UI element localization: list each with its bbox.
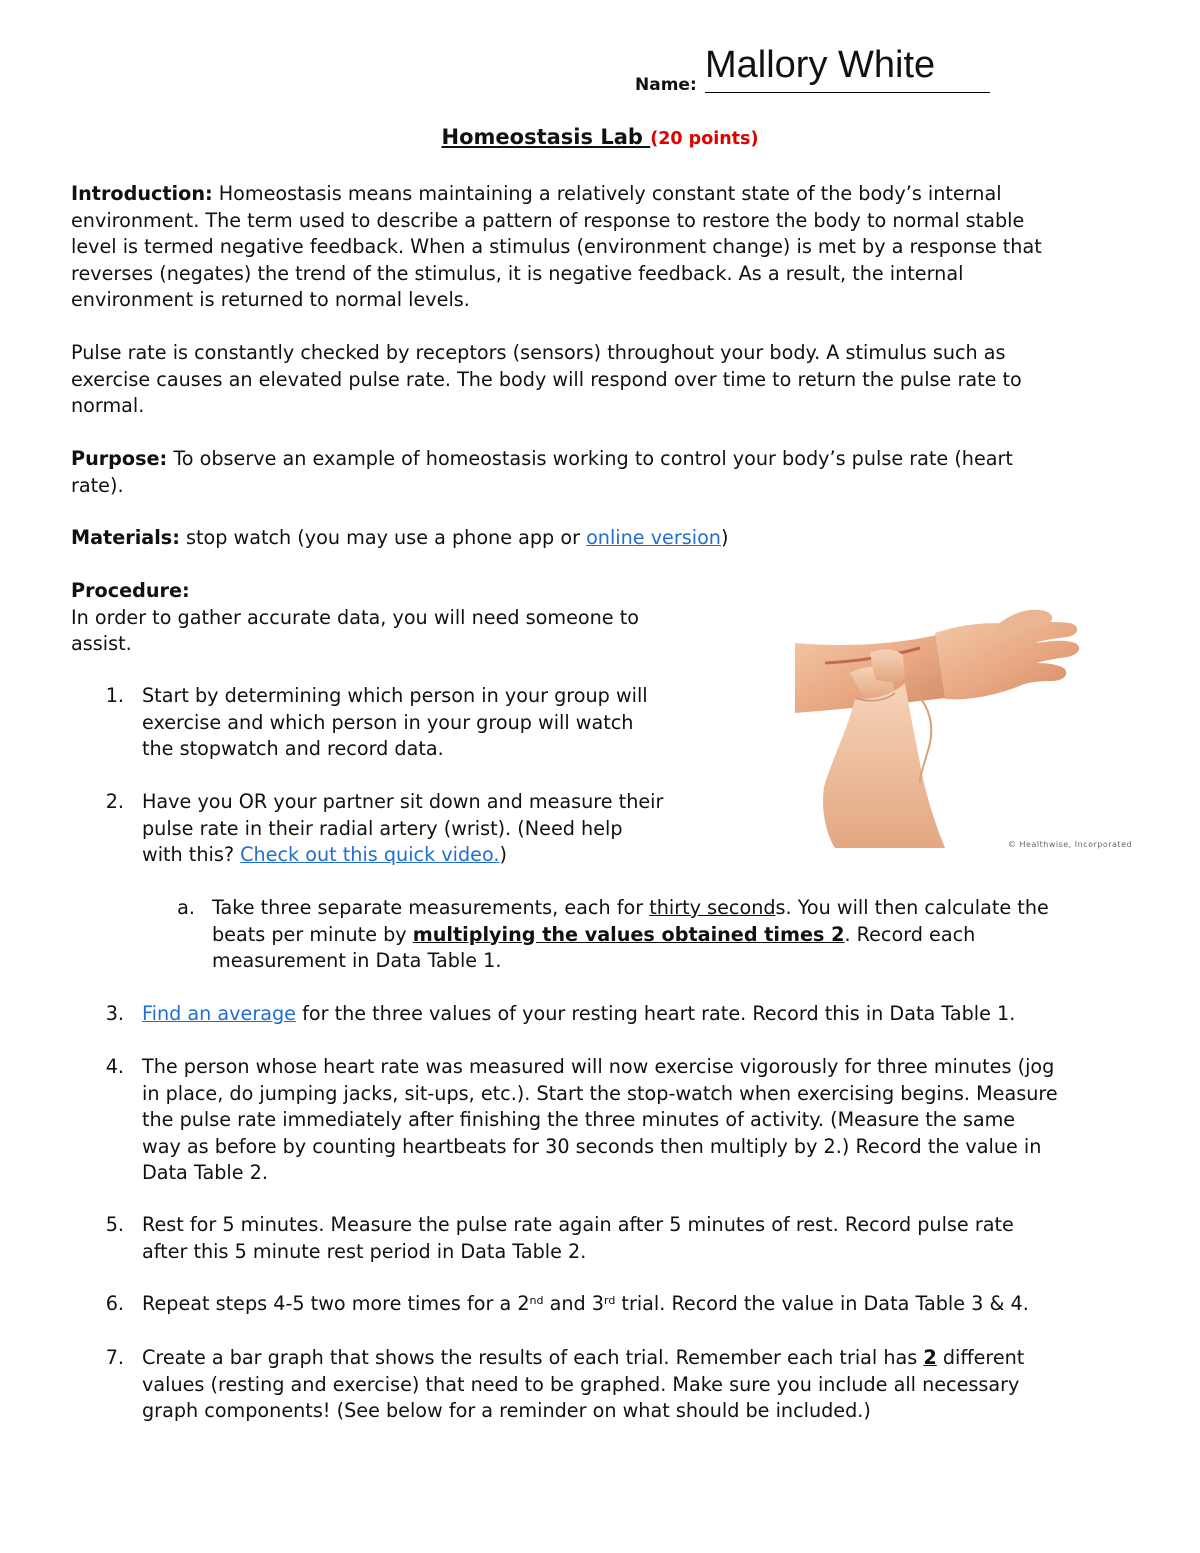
image-credit: © Healthwise, Incorporated [1008,840,1133,849]
step-2-line-3: with this? [142,843,241,866]
procedure-intro-1: In order to gather accurate data, you will need someone to [71,605,639,629]
step-2a-line-1: Take three separate measurements, each for [212,896,650,919]
step-7-line-2: values (resting and exercise) that need to be graphed. Make sure you include all necessary [142,1372,1020,1396]
step-7-number: 7. [105,1346,124,1369]
procedure-label: Procedure: [71,579,190,602]
step-7-line-1: Create a bar graph that shows the results of each trial. Remember each trial has [142,1346,924,1369]
step-1-number: 1. [105,684,124,707]
step-4-line-4: way as before by counting heartbeats for 30 seconds then multiply by 2.) Record the value in [142,1134,1042,1158]
quick-video-link[interactable]: Check out this quick video. [240,843,500,866]
step-7-emphasis: 2 [923,1346,937,1369]
intro-line-2: environment. The term used to describe a pattern of response to restore the body to normal stable [71,208,1025,232]
intro-line-3: level is termed negative feedback. When a stimulus (environment change) is met by a response that [71,235,1042,258]
step-7-line-1-end: different [936,1346,1025,1369]
materials-text-end: ) [720,526,729,549]
introduction-label: Introduction: [71,182,213,205]
name-value: Mallory White [705,44,936,86]
step-2a-line-3: measurement in Data Table 1. [212,949,502,972]
step-2a-line-1-end: s. You will then calculate the [775,896,1049,919]
step-4-line-3: the pulse rate immediately after finishing the three minutes of activity. (Measure the same [142,1108,1016,1131]
purpose-line-1: To observe an example of homeostasis working to control your body’s pulse rate (heart [167,447,1013,470]
intro-line-1: Homeostasis means maintaining a relatively constant state of the body’s internal [212,182,1002,205]
name-label: Name: [635,75,697,95]
step-4-line-2: in place, do jumping jacks, sit-ups, etc.). Start the stop-watch when exercising begins. Measure [142,1081,1058,1105]
step-5-line-1: Rest for 5 minutes. Measure the pulse rate again after 5 minutes of rest. Record pulse rate [142,1213,1014,1236]
pulse-paragraph [71,340,1151,420]
name-field [635,40,995,100]
step-2-number: 2. [105,790,124,813]
step-1-line-1: Start by determining which person in your group will [142,684,648,707]
step-6-sup-rd: rd [604,1294,616,1307]
step-2a-line-2: beats per minute by [212,922,413,946]
thirty-seconds-text: thirty second [649,896,776,919]
step-3-number: 3. [105,1002,124,1025]
step-6-text-1: Repeat steps 4-5 two more times for a 2 [142,1292,530,1315]
intro-line-4: reverses (negates) the trend of the stimulus, it is negative feedback. As a result, the internal [71,261,964,285]
step-2a-line-2-end: . Record each [844,922,976,946]
step-5-number: 5. [105,1213,124,1236]
step-2a-letter: a. [177,896,195,919]
title-points: (20 points) [650,129,759,149]
intro-line-5: environment is returned to normal levels. [71,288,470,311]
purpose-label: Purpose: [71,447,168,470]
pulse-line-3: normal. [71,394,145,417]
step-3-text: for the three values of your resting heart rate. Record this in Data Table 1. [295,1002,1016,1025]
introduction-paragraph [71,181,1151,314]
title-main: Homeostasis Lab [441,125,651,149]
step-6-text-3: trial. Record the value in Data Table 3 & 4. [615,1292,1029,1315]
purpose-line-2: rate). [71,473,124,497]
materials-label: Materials: [71,526,180,549]
step-2-line-3-end: ) [499,843,507,866]
multiply-emphasis: multiplying the values obtained times 2 [412,922,845,946]
pulse-line-1: Pulse rate is constantly checked by receptors (sensors) throughout your body. A stimulus such as [71,341,1006,364]
step-4-line-5: Data Table 2. [142,1161,268,1184]
step-1-line-3: the stopwatch and record data. [142,737,444,760]
pulse-line-2: exercise causes an elevated pulse rate. The body will respond over time to return the pulse rate to [71,367,1022,391]
step-1-line-2: exercise and which person in your group will watch [142,710,634,734]
name-underline [705,92,990,93]
materials-text: stop watch (you may use a phone app or [179,526,587,549]
wrist-pulse-illustration [795,603,1105,848]
step-2-line-2: pulse rate in their radial artery (wrist). (Need help [142,816,623,840]
step-5-line-2: after this 5 minute rest period in Data Table 2. [142,1239,587,1263]
page-title [0,125,1200,149]
step-4-number: 4. [105,1055,124,1078]
procedure-section [71,578,771,658]
step-6-number: 6. [105,1292,124,1315]
procedure-intro-2: assist. [71,632,132,655]
purpose-paragraph [71,446,1151,499]
step-7-line-3: graph components! (See below for a reminder on what should be included.) [142,1399,871,1422]
materials-paragraph [71,525,1151,552]
step-2-line-1: Have you OR your partner sit down and measure their [142,790,664,813]
step-4-line-1: The person whose heart rate was measured will now exercise vigorously for three minutes (jog [142,1055,1055,1078]
online-version-link[interactable]: online version [586,526,721,549]
find-average-link[interactable]: Find an average [142,1002,296,1025]
step-6-text-2: and 3 [543,1292,605,1315]
step-6-sup-nd: nd [529,1294,544,1307]
